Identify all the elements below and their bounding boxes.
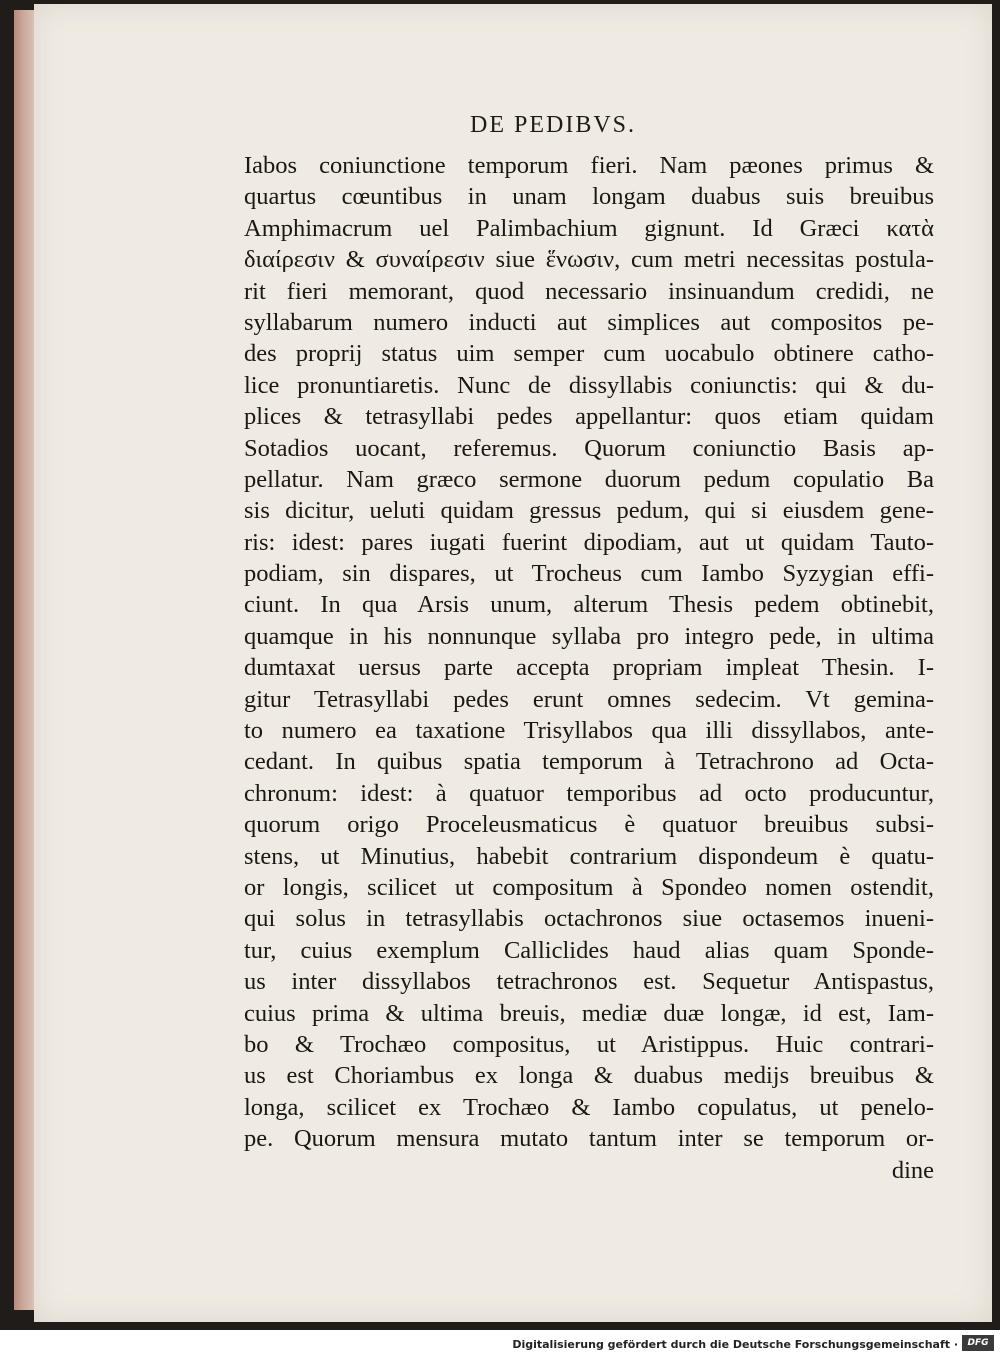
text-line: sis dicitur, ueluti quidam gressus pedum, qui si eiusdem gene- xyxy=(244,497,934,525)
text-line: des proprij status uim semper cum uocabulo obtinere catho- xyxy=(244,340,934,368)
text-line: ciunt. In qua Arsis unum, alterum Thesis pedem obtinebit, xyxy=(244,591,934,619)
text-line: rit fieri memorant, quod necessario insinuandum credidi, ne xyxy=(244,277,934,305)
text-line: plices & tetrasyllabi pedes appellantur: quos etiam quidam xyxy=(244,403,934,431)
text-line: quorum origo Proceleusmaticus è quatuor breuibus subsi- xyxy=(244,811,934,839)
text-line: Iabos coniunctione temporum fieri. Nam pæones primus & xyxy=(244,152,934,179)
text-line: διαίρεσιν & συναίρεσιν siue ἕνωσιν, cum metri necessitas postula- xyxy=(244,246,934,274)
text-line: stens, ut Minutius, habebit contrarium dispondeum è quatu- xyxy=(244,842,934,870)
text-line: cuius prima & ultima breuis, mediæ duæ longæ, id est, Iam- xyxy=(244,999,934,1027)
text-line: quamque in his nonnunque syllaba pro integro pede, in ultima xyxy=(244,622,934,650)
text-line: Sotadios uocant, referemus. Quorum coniunctio Basis ap- xyxy=(244,434,934,462)
text-line: longa, scilicet ex Trochæo & Iambo copulatus, ut penelo- xyxy=(244,1093,934,1121)
text-line: gitur Tetrasyllabi pedes erunt omnes sedecim. Vt gemina- xyxy=(244,685,934,713)
text-line: pe. Quorum mensura mutato tantum inter se temporum or- xyxy=(244,1125,934,1153)
text-line: bo & Trochæo compositus, ut Aristippus. Huic contrari- xyxy=(244,1030,934,1058)
text-line: Amphimacrum uel Palimbachium gignunt. Id Græci κατὰ xyxy=(244,214,934,242)
text-line: ris: idest: pares iugati fuerint dipodiam, aut ut quidam Tauto- xyxy=(244,528,934,556)
dfg-logo: DFG xyxy=(962,1335,994,1351)
footer-credit: Digitalisierung gefördert durch die Deutsche Forschungsgemeinschaft · xyxy=(512,1338,958,1351)
text-line: syllabarum numero inducti aut simplices aut compositos pe- xyxy=(244,308,934,336)
catchword: dine xyxy=(891,1156,934,1184)
text-line: to numero ea taxatione Trisyllabos qua illi dissyllabos, ante- xyxy=(244,717,934,745)
page-edge xyxy=(14,10,34,1310)
text-block xyxy=(244,150,934,1186)
footer xyxy=(0,1330,1000,1359)
text-line: quartus cœuntibus in unam longam duabus suis breuibus xyxy=(244,183,934,211)
text-line: dumtaxat uersus parte accepta propriam impleat Thesin. I- xyxy=(244,654,934,682)
text-line: podiam, sin dispares, ut Trocheus cum Iambo Syzygian effi- xyxy=(244,560,934,588)
running-head: DE PEDIBVS. xyxy=(470,112,637,138)
text-line: cedant. In quibus spatia temporum à Tetrachrono ad Octa- xyxy=(244,748,934,776)
text-line: us est Choriambus ex longa & duabus medijs breuibus & xyxy=(244,1062,934,1090)
text-line: tur, cuius exemplum Calliclides haud alias quam Sponde- xyxy=(244,936,934,964)
text-line: us inter dissyllabos tetrachronos est. Sequetur Antispastus, xyxy=(244,968,934,996)
text-line: qui solus in tetrasyllabis octachronos siue octasemos inueni- xyxy=(244,905,934,933)
text-line: or longis, scilicet ut compositum à Spondeo nomen ostendit, xyxy=(244,873,934,901)
text-line: pellatur. Nam græco sermone duorum pedum copulatio Ba xyxy=(244,465,934,493)
text-line: chronum: idest: à quatuor temporibus ad octo producuntur, xyxy=(244,779,934,807)
text-line: lice pronuntiaretis. Nunc de dissyllabis coniunctis: qui & du- xyxy=(244,371,934,399)
